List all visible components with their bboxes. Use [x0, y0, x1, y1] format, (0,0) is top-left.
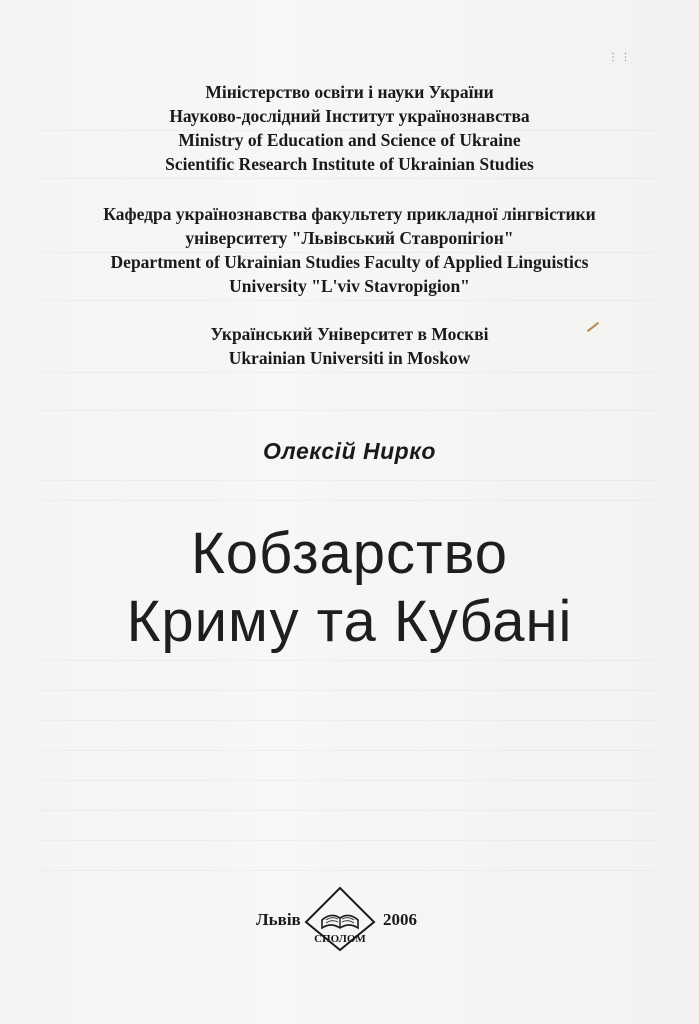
- moscow-university-ua: Український Університет в Москві: [210, 324, 489, 344]
- open-book-emblem-icon: [304, 886, 376, 952]
- scan-speckle: ⋮ ⋮: [608, 52, 631, 63]
- department-ua: Кафедра українознавства факультету прикладної лінгвістики: [103, 204, 596, 224]
- imprint-city: Львів: [256, 910, 301, 929]
- book-title-line-1: Кобзарство: [190, 521, 509, 586]
- moscow-university-en: Ukrainian Universiti in Moskow: [228, 348, 471, 368]
- institute-ua: Науково-дослідний Інститут українознавства: [169, 106, 530, 126]
- university-ua: університету "Львівський Ставропігіон": [185, 228, 514, 248]
- department-en: Department of Ukrainian Studies Faculty of Applied Linguistics: [110, 252, 589, 272]
- moscow-university-header: [0, 322, 699, 370]
- department-header: [0, 202, 699, 298]
- imprint-year: 2006: [383, 910, 417, 929]
- ministry-en: Ministry of Education and Science of Ukraine: [178, 130, 521, 150]
- institution-header: [0, 80, 699, 176]
- book-title-line-2: Криму та Кубані: [126, 589, 573, 654]
- institute-en: Scientific Research Institute of Ukrainian Studies: [165, 154, 534, 174]
- ministry-ua: Міністерство освіти і науки України: [205, 82, 494, 102]
- university-en: University "L'viv Stavropigion": [229, 276, 470, 296]
- publisher-name: СПОЛОМ: [314, 933, 366, 945]
- imprint: [0, 886, 699, 956]
- author-name: Олексій Нирко: [263, 438, 436, 464]
